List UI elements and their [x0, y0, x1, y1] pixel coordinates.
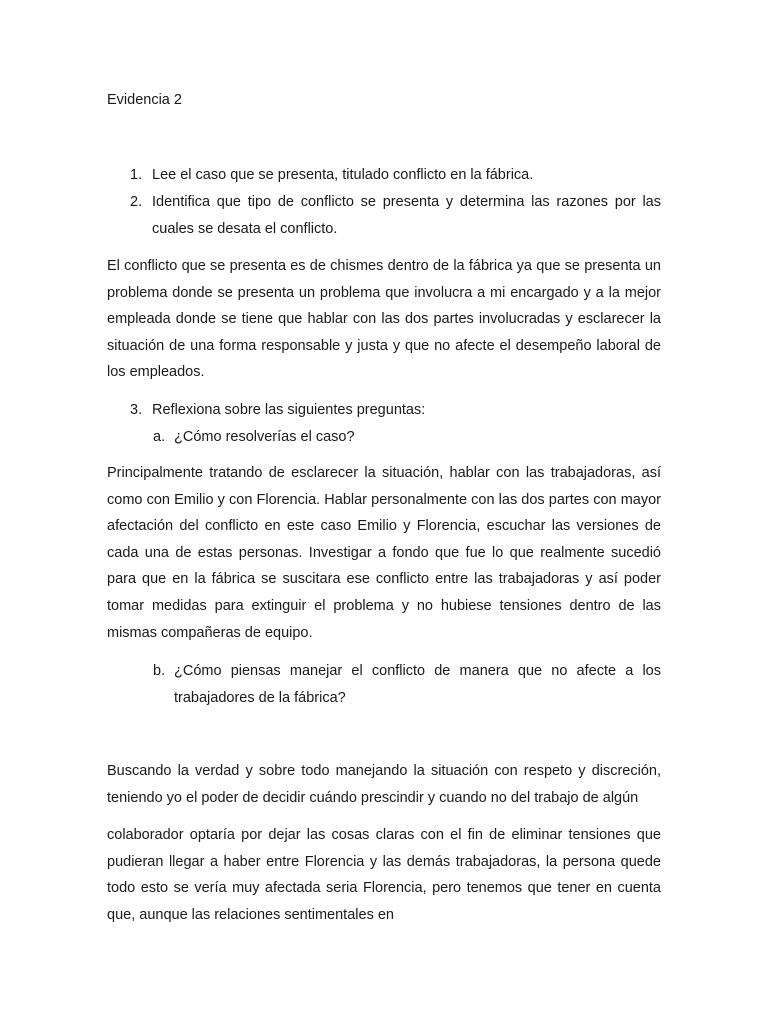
sub-marker-a: a.: [153, 429, 166, 445]
list-marker-3: 3.: [130, 402, 143, 418]
sub-item-a: [153, 424, 661, 451]
list-item-3: [130, 397, 661, 424]
document-title: Evidencia 2: [107, 92, 182, 108]
paragraph-4: colaborador optaría por dejar las cosas claras con el fin de eliminar tensiones que pudieran llegar a haber entre Florencia y las demás trabajadoras, la persona quede todo esto se vería muy afectada seria Florencia, pero tenemos que tener en cuenta que, aunque las relaciones sentimentales en: [107, 827, 661, 923]
list-item-2: [130, 189, 661, 242]
list-text-1: Lee el caso que se presenta, titulado conflicto en la fábrica.: [152, 167, 534, 183]
list-item-1: [130, 162, 661, 189]
sub-marker-b: b.: [153, 663, 166, 679]
paragraph-2: Principalmente tratando de esclarecer la situación, hablar con las trabajadoras, así como con Emilio y con Florencia. Hablar personalmente con las dos partes con mayor afectación del conflicto en este caso Emilio y Florencia, escuchar las versiones de cada una de estas personas. Investigar a fondo que fue lo que realmente sucedió para que en la fábrica se suscitara ese conflicto entre las trabajadoras y así poder tomar medidas para extinguir el problema y no hubiese tensiones dentro de las mismas compañeras de equipo.: [107, 465, 661, 641]
paragraph-1: El conflicto que se presenta es de chismes dentro de la fábrica ya que se presenta un problema donde se presenta un problema que involucra a mi encargado y a la mejor empleada donde se tiene que hablar con las dos partes involucradas y esclarecer la situación de una forma responsable y justa y que no afecte el desempeño laboral de los empleados.: [107, 258, 661, 381]
sub-text-b: ¿Cómo piensas manejar el conflicto de manera que no afecte a los trabajadores de la fábrica?: [174, 663, 661, 706]
list-text-2: Identifica que tipo de conflicto se presenta y determina las razones por las cuales se desata el conflicto.: [152, 194, 661, 237]
list-marker-1: 1.: [130, 167, 143, 183]
paragraph-3: Buscando la verdad y sobre todo manejando la situación con respeto y discreción, teniendo yo el poder de decidir cuándo prescindir y cuando no del trabajo de algún: [107, 763, 661, 806]
list-marker-2: 2.: [130, 194, 143, 210]
sub-item-b: [153, 658, 661, 711]
list-text-3: Reflexiona sobre las siguientes preguntas:: [152, 402, 426, 418]
sub-text-a: ¿Cómo resolverías el caso?: [174, 429, 355, 445]
